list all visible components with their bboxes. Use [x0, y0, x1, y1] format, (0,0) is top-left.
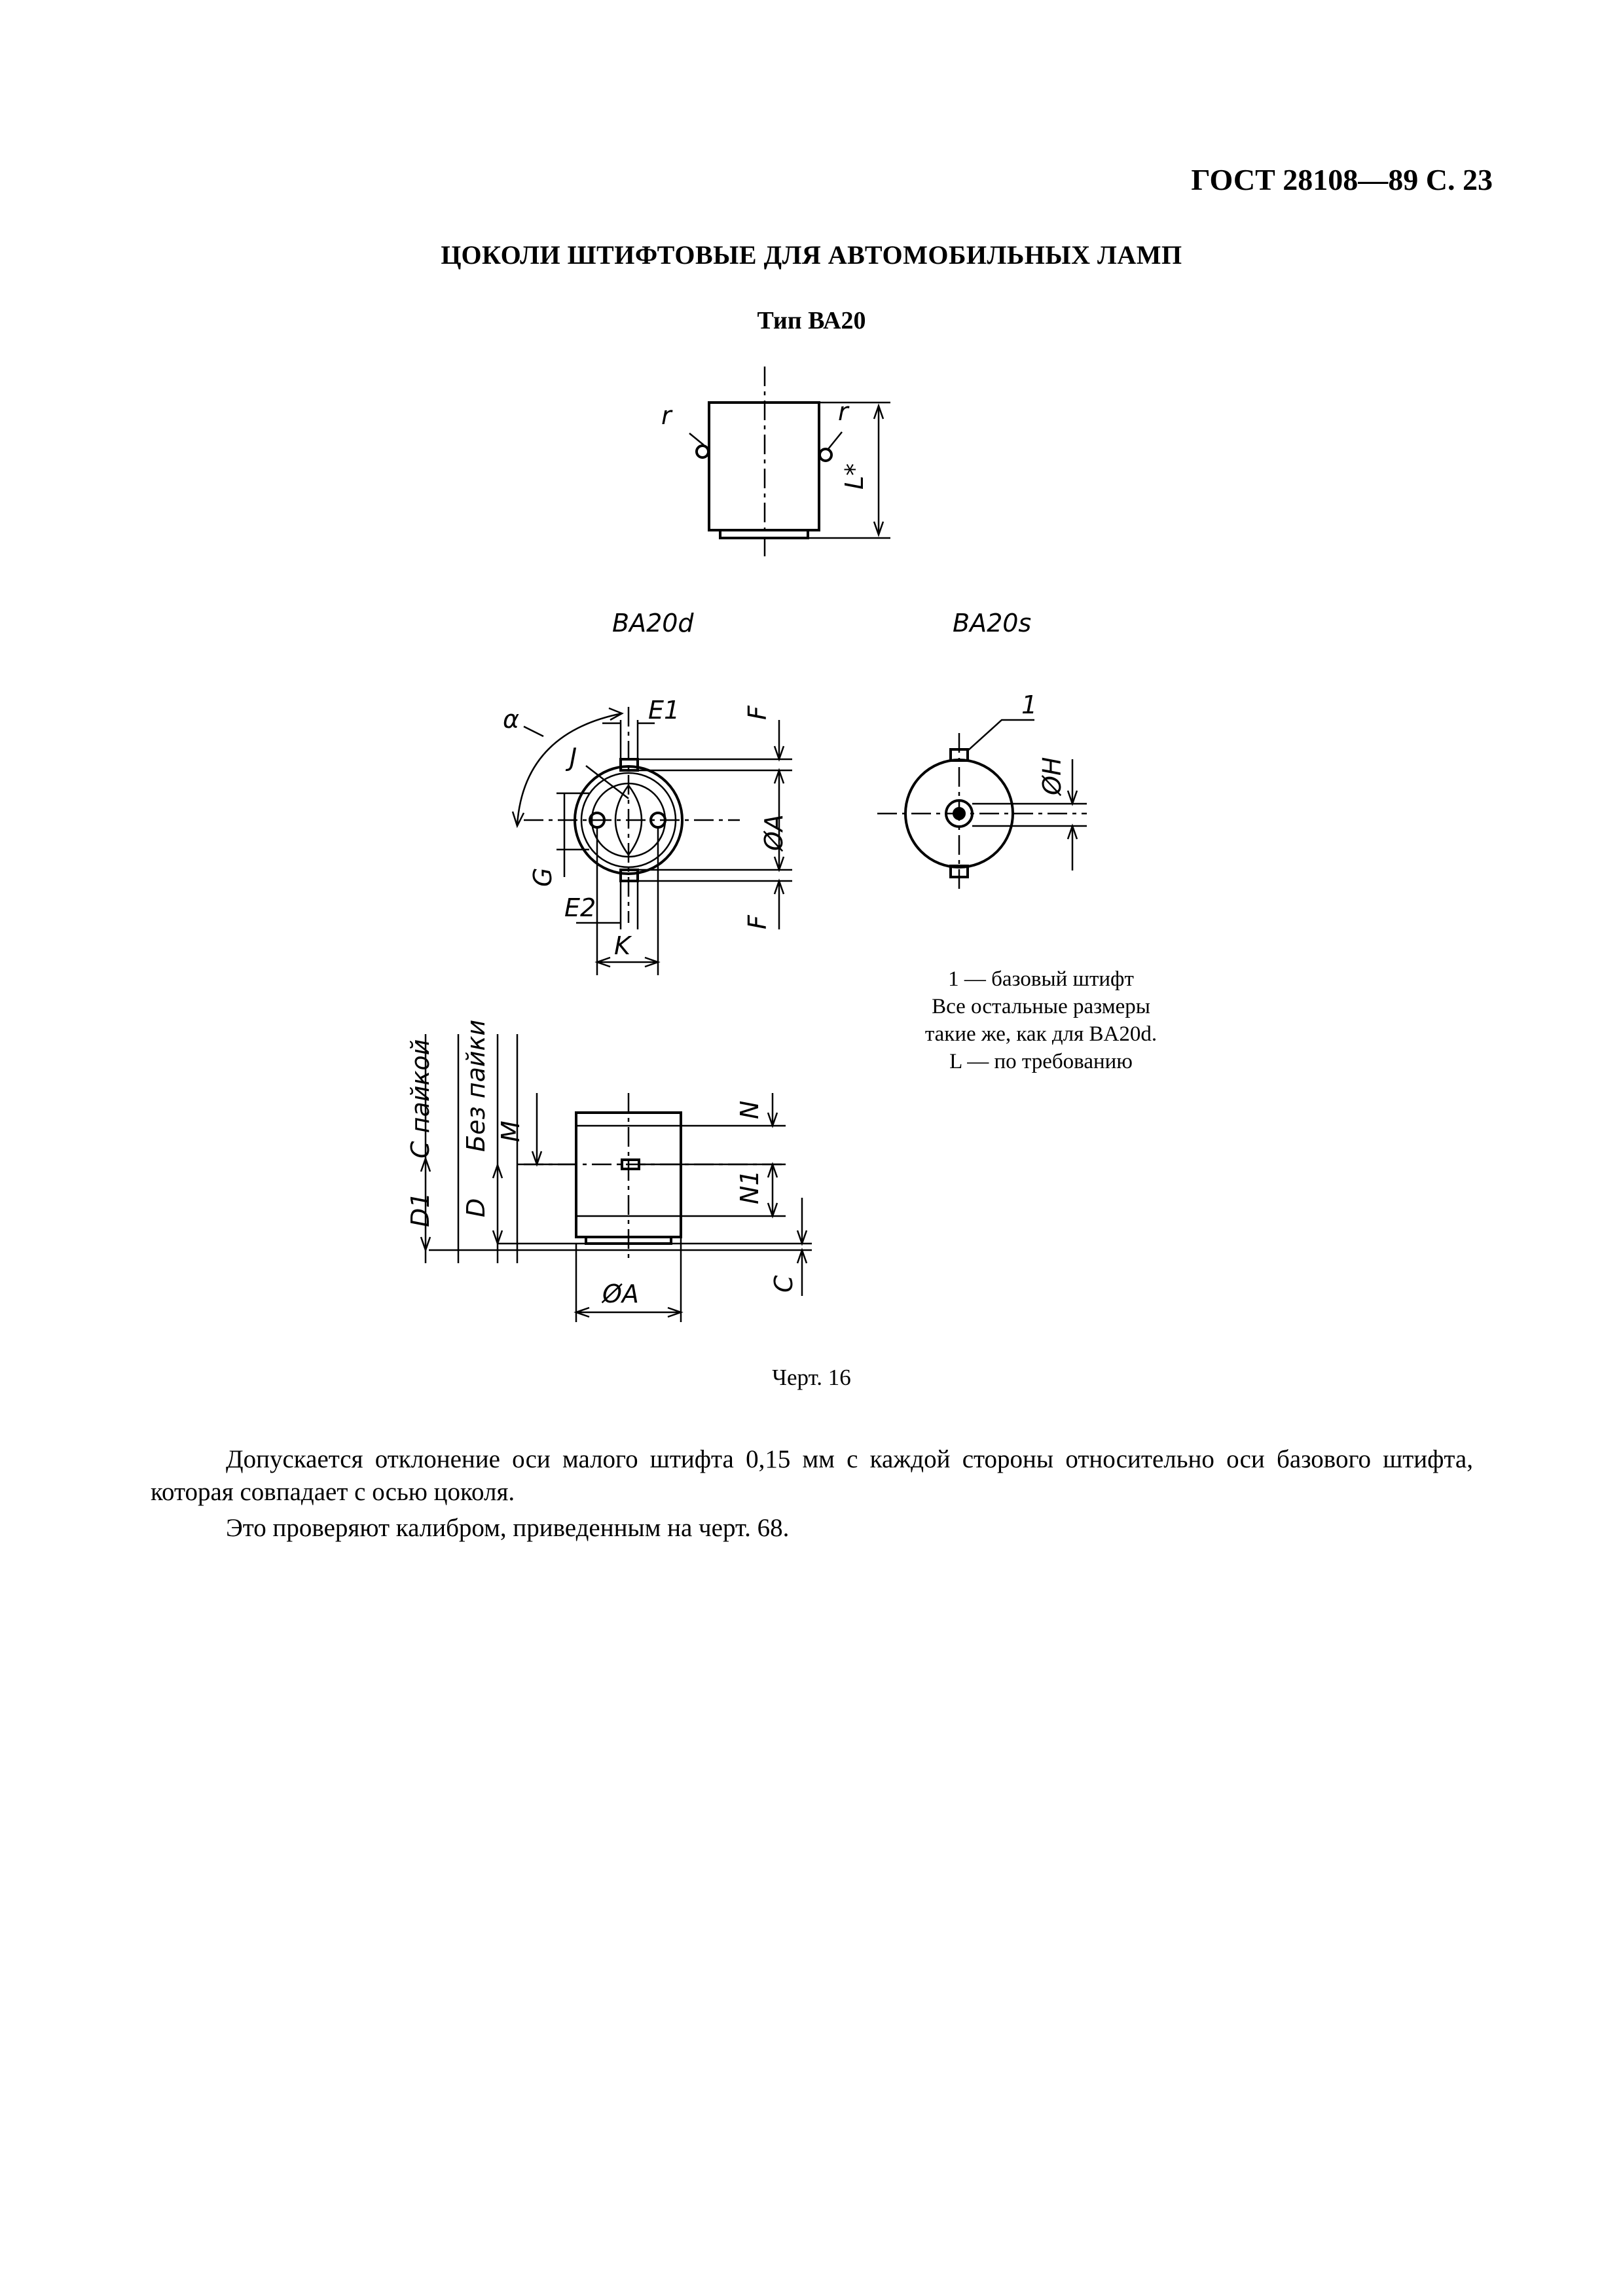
page-title: ЦОКОЛИ ШТИФТОВЫЕ ДЛЯ АВТОМОБИЛЬНЫХ ЛАМП [441, 240, 1182, 270]
label-k: K [614, 931, 630, 960]
label-r-right: r [838, 397, 848, 426]
page-subtitle: Тип ВА20 [757, 307, 866, 334]
label-m: M [496, 1121, 525, 1142]
drawing-legend [851, 965, 1231, 1075]
label-f-top: F [743, 706, 772, 720]
figure-caption: Черт. 16 [772, 1365, 851, 1390]
side-view-cap [689, 367, 890, 556]
label-ba20s: BA20s [953, 609, 1032, 637]
label-phia-bottom: ØA [602, 1280, 639, 1308]
label-l-star: L* [840, 463, 869, 490]
label-n: N [735, 1100, 764, 1119]
label-phia-top: ØA [759, 814, 788, 851]
end-view-ba20d [513, 707, 792, 975]
label-d1: D1 [406, 1192, 435, 1227]
label-alpha: α [503, 705, 520, 734]
label-ba20d: BA20d [612, 609, 694, 637]
label-j: J [570, 743, 577, 772]
label-d: D [462, 1198, 490, 1217]
legend-line-4: L — по требованию [949, 1050, 1133, 1073]
end-view-ba20s [877, 720, 1087, 890]
label-phih: ØH [1038, 757, 1067, 795]
label-n1: N1 [735, 1170, 764, 1204]
label-e2: E2 [564, 893, 596, 922]
legend-line-1: 1 — базовый штифт [948, 967, 1134, 991]
legend-line-3: такие же, как для BA20d. [924, 1022, 1158, 1046]
body-paragraph-1 [151, 1443, 1473, 1509]
label-f-bottom: F [743, 915, 772, 929]
label-e1: E1 [648, 696, 680, 725]
body-paragraph-1-text: Допускается отклонение оси малого штифта 0,15 мм с каждой стороны относительно оси базового штифта, которая совпадает с осью цоколя. [151, 1445, 1473, 1506]
label-s-paikoi: С пайкой [406, 1039, 435, 1158]
label-pin-number: 1 [1021, 691, 1038, 719]
body-paragraph-2: Это проверяют калибром, приведенным на черт. 68. [226, 1514, 790, 1542]
page-header: ГОСТ 28108—89 С. 23 [1191, 163, 1493, 196]
legend-line-2: Все остальные размеры [932, 995, 1150, 1018]
label-g: G [528, 867, 557, 887]
label-c: C [769, 1275, 798, 1293]
label-r-left: r [661, 401, 672, 430]
label-bez-paiki: Без пайки [462, 1019, 490, 1152]
